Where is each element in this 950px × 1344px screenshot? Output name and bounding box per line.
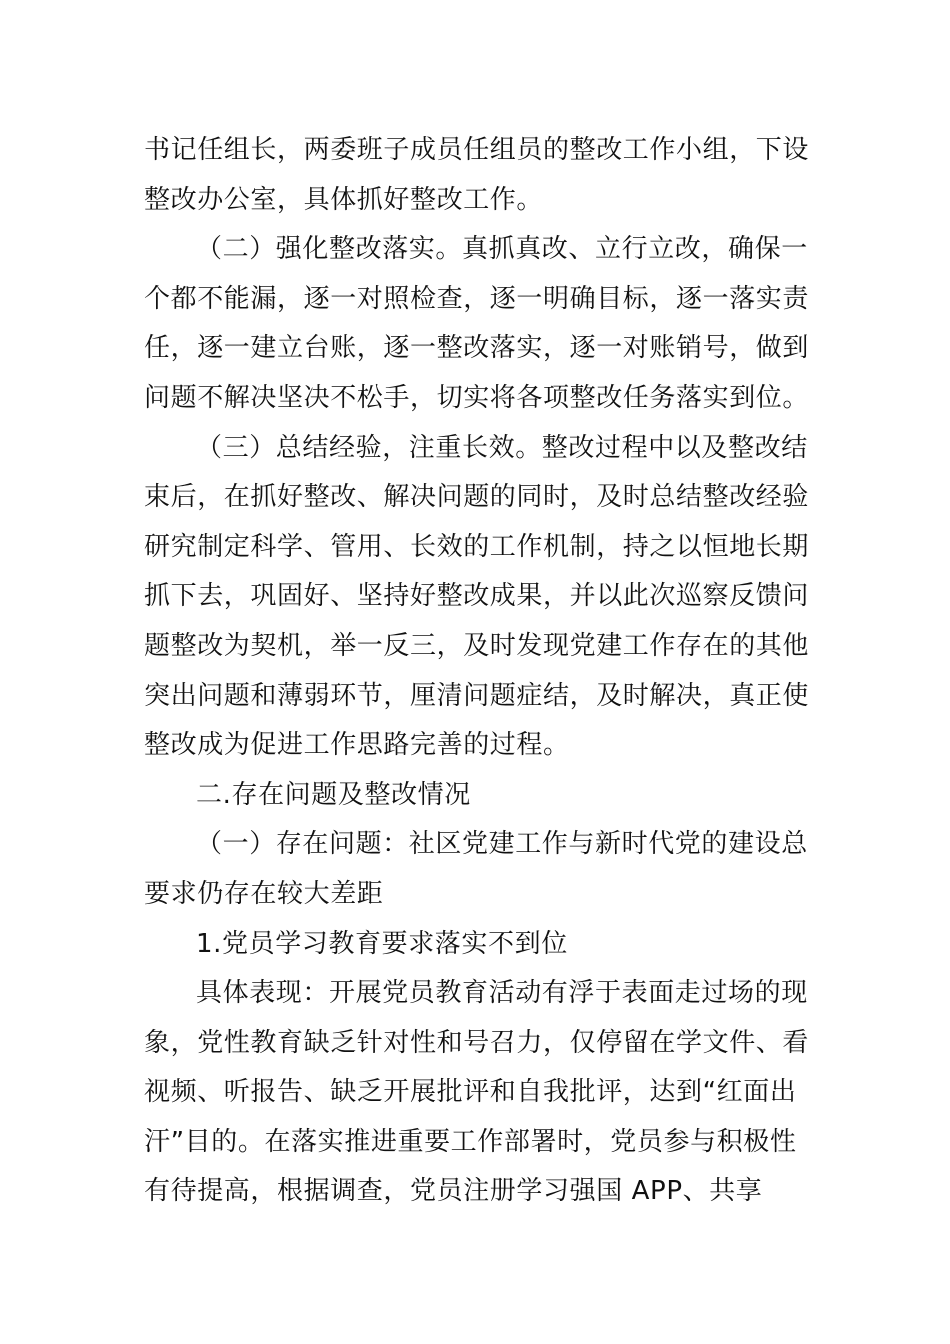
text-line: 视频、听报告、缺乏开展批评和自我批评，达到“红面出 (144, 1077, 797, 1108)
text-line: 束后，在抓好整改、解决问题的同时，及时总结整改经验 (144, 482, 810, 513)
text-line: 整改成为促进工作思路完善的过程。 (144, 730, 570, 761)
subsection-heading: 1.党员学习教育要求落实不到位 (196, 928, 568, 959)
text-line: （一）存在问题：社区党建工作与新时代党的建设总 (196, 829, 808, 860)
text-line: 研究制定科学、管用、长效的工作机制，持之以恒地长期 (144, 531, 810, 562)
text-line: 具体表现：开展党员教育活动有浮于表面走过场的现 (196, 978, 808, 1009)
text-line: 突出问题和薄弱环节，厘清问题症结，及时解决，真正使 (144, 680, 810, 711)
document-body (144, 126, 810, 1217)
text-line: 抓下去，巩固好、坚持好整改成果，并以此次巡察反馈问 (144, 581, 810, 612)
text-line: 象，党性教育缺乏针对性和号召力，仅停留在学文件、看 (144, 1027, 810, 1058)
text-line: 有待提高，根据调查，党员注册学习强国 APP、共享 (144, 1176, 763, 1207)
text-line: 问题不解决坚决不松手，切实将各项整改任务落实到位。 (144, 382, 810, 413)
text-line: （三）总结经验，注重长效。整改过程中以及整改结 (196, 432, 808, 463)
text-line: 书记任组长，两委班子成员任组员的整改工作小组，下设 (144, 135, 810, 165)
text-line: 任，逐一建立台账，逐一整改落实，逐一对账销号，做到 (144, 333, 810, 364)
text-line: 汗”目的。在落实推进重要工作部署时，党员参与积极性 (144, 1126, 797, 1157)
text-line: 个都不能漏，逐一对照检查，逐一明确目标，逐一落实责 (144, 283, 810, 314)
text-line: 要求仍存在较大差距 (144, 878, 384, 909)
text-line: 题整改为契机，举一反三，及时发现党建工作存在的其他 (144, 630, 810, 661)
text-line: 整改办公室，具体抓好整改工作。 (144, 184, 544, 215)
section-heading: 二.存在问题及整改情况 (196, 779, 471, 810)
text-line: （二）强化整改落实。真抓真改、立行立改，确保一 (196, 234, 808, 265)
